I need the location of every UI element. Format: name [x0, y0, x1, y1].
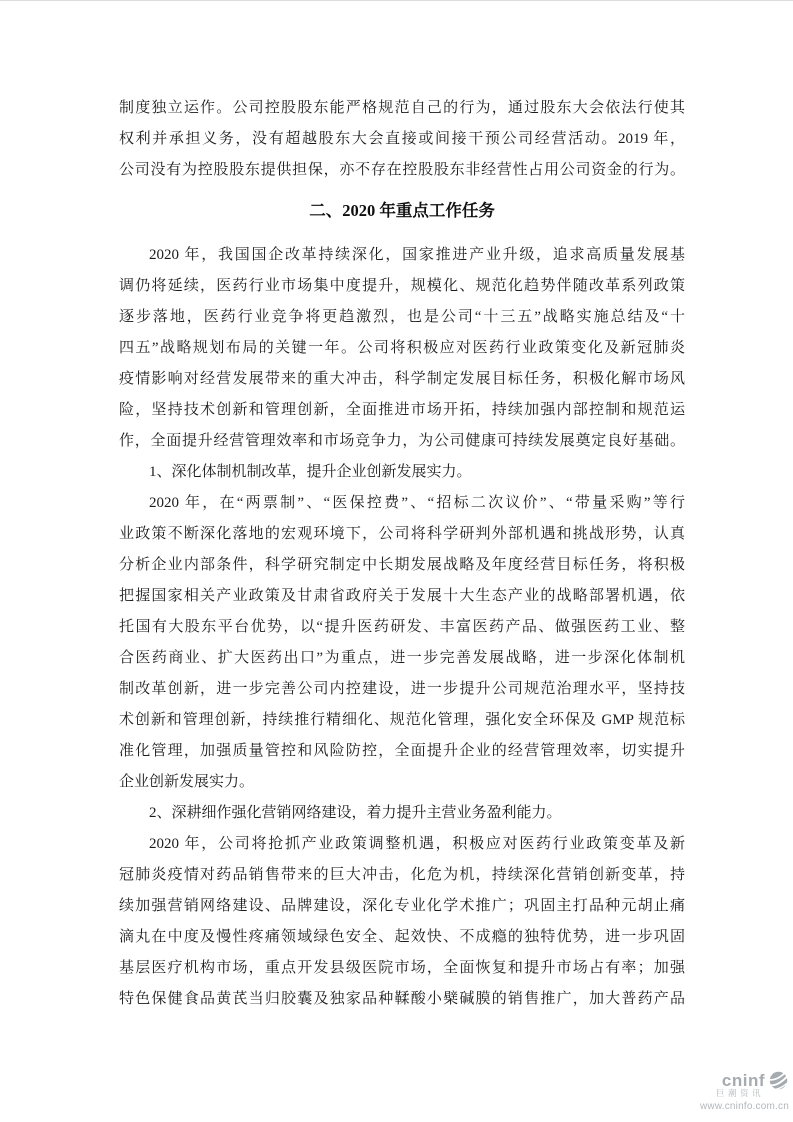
- document-line: 作，全面提升经营管理效率和市场竞争力，为公司健康可持续发展奠定良好基础。: [119, 433, 685, 449]
- document-line: 业政策不断深化落地的宏观环境下，公司将科学研判外部机遇和挑战形势，认真: [119, 526, 685, 542]
- document-line: 制度独立运作。公司控股股东能严格规范自己的行为，通过股东大会依法行使其: [119, 100, 685, 116]
- cninfo-watermark: [700, 1070, 789, 1113]
- cninfo-brand-chinese: 巨潮资讯: [715, 1088, 764, 1098]
- document-line: 分析企业内部条件，科学研究制定中长期发展战略及年度经营目标任务，将积极: [119, 557, 685, 573]
- document-line: 2020 年，我国国企改革持续深化，国家推进产业升级，追求高质量发展基: [149, 247, 685, 263]
- document-line: 疫情影响对经营发展带来的重大冲击，科学制定发展目标任务，积极化解市场风: [119, 371, 685, 387]
- cninfo-globe-icon: [768, 1070, 789, 1091]
- document-line: 合医药商业、扩大医药出口”为重点，进一步完善发展战略，进一步深化体制机: [119, 650, 685, 666]
- document-line: 准化管理，加强质量管控和风险防控，全面提升企业的经营管理效率，切实提升: [119, 743, 685, 759]
- document-line: 企业创新发展实力。: [119, 774, 255, 790]
- document-line: 1、深化体制机制改革，提升企业创新发展实力。: [149, 464, 472, 480]
- document-line: 续加强营销网络建设、品牌建设，深化专业化学术推广；巩固主打品种元胡止痛: [119, 898, 685, 914]
- cninfo-brand-text: cninf: [721, 1070, 765, 1090]
- document-line: 特色保健食品黄芪当归胶囊及独家品种鞣酸小檗碱膜的销售推广，加大普药产品: [119, 991, 685, 1007]
- section-heading: 二、2020 年重点工作任务: [309, 201, 495, 220]
- document-line: 2020 年，在“两票制”、“医保控费”、“招标二次议价”、“带量采购”等行: [149, 495, 685, 511]
- document-line: 公司没有为控股股东提供担保，亦不存在控股股东非经营性占用公司资金的行为。: [119, 162, 685, 178]
- document-line: 2、深耕细作强化营销网络建设，着力提升主营业务盈利能力。: [149, 805, 562, 821]
- document-line: 托国有大股东平台优势，以“提升医药研发、丰富医药产品、做强医药工业、整: [119, 619, 685, 635]
- document-line: 术创新和管理创新，持续推行精细化、规范化管理，强化安全环保及 GMP 规范标: [119, 712, 685, 728]
- page-top-border: [0, 0, 793, 1]
- cninfo-url: www.cninfo.com.cn: [700, 1101, 789, 1112]
- document-line: 2020 年，公司将抢抓产业政策调整机遇，积极应对医药行业政策变革及新: [149, 836, 685, 852]
- document-line: 四五”战略规划布局的关键一年。公司将积极应对医药行业政策变化及新冠肺炎: [119, 340, 685, 356]
- document-line: 逐步落地，医药行业竞争将更趋激烈，也是公司“十三五”战略实施总结及“十: [119, 309, 685, 325]
- document-line: 把握国家相关产业政策及甘肃省政府关于发展十大生态产业的战略部署机遇，依: [119, 588, 685, 604]
- document-line: 险，坚持技术创新和管理创新，全面推进市场开拓，持续加强内部控制和规范运: [119, 402, 685, 418]
- document-line: 冠肺炎疫情对药品销售带来的巨大冲击，化危为机，持续深化营销创新变革，持: [119, 867, 685, 883]
- document-line: 滴丸在中度及慢性疼痛领域绿色安全、起效快、不成瘾的独特优势，进一步巩固: [119, 929, 685, 945]
- document-line: 制改革创新，进一步完善公司内控建设，进一步提升公司规范治理水平，坚持技: [119, 681, 685, 697]
- document-line: 基层医疗机构市场，重点开发县级医院市场，全面恢复和提升市场占有率；加强: [119, 960, 685, 976]
- document-line: 权利并承担义务，没有超越股东大会直接或间接干预公司经营活动。2019 年，: [119, 131, 685, 147]
- document-line: 调仍将延续，医药行业市场集中度提升，规模化、规范化趋势伴随改革系列政策: [119, 278, 685, 294]
- document-body: [119, 93, 685, 1015]
